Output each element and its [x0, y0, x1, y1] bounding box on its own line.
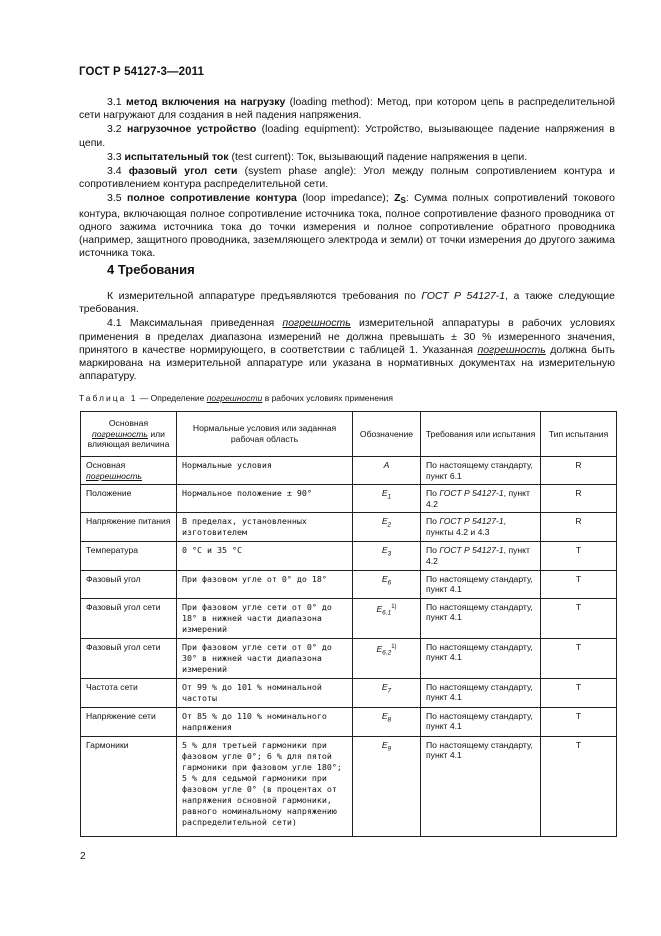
cell-test-type: R: [541, 457, 617, 485]
cell-requirements: [421, 638, 541, 678]
symbol-sub: 1: [387, 493, 392, 501]
quantity-text: Фазовый угол: [86, 573, 141, 584]
symbol: $E_9$: [381, 739, 392, 753]
symbol: $E_3$: [381, 545, 392, 559]
table-header-row: [81, 412, 617, 457]
table-row: [81, 736, 617, 836]
cell-conditions: От 99 % до 101 % номинальной частоты: [177, 678, 353, 707]
cell-test-type: R: [541, 513, 617, 542]
symbol: A: [383, 460, 390, 470]
quantity-text: Напряжение питания: [86, 516, 171, 527]
definition-symbol-sub: S: [400, 196, 406, 206]
requirement-ref: ГОСТ Р 54127-1: [439, 488, 504, 499]
cell-test-type: R: [541, 485, 617, 513]
definition-text: (test current): Ток, вызывающий падение напряжения в цепи.: [228, 150, 528, 163]
requirements-block: [79, 290, 615, 384]
cell-conditions: От 85 % до 110 % номинального напряжения: [177, 707, 353, 736]
requirement-prefix: По: [426, 516, 440, 527]
page-number: 2: [80, 851, 86, 862]
symbol-sub: 2: [387, 522, 392, 530]
cell-test-type: T: [541, 542, 617, 570]
cell-requirements: [421, 598, 541, 638]
cell-requirements: [421, 570, 541, 598]
definition-item: [79, 192, 615, 260]
quantity-text: Напряжение сети: [86, 710, 156, 721]
symbol-sub: 3: [387, 551, 392, 559]
requirement-sep: ,: [503, 545, 509, 556]
definition-number: 3.1: [107, 96, 126, 108]
cell-symbol: [353, 513, 421, 542]
cell-requirements: [421, 513, 541, 542]
definition-text: (system phase angle): Угол между полным сопротивлением контура и сопротивлением контура распределительной сети.: [79, 165, 615, 191]
definitions-block: [79, 96, 615, 261]
quantity-text: Положение: [86, 488, 132, 499]
cell-test-type: T: [541, 736, 617, 836]
cell-symbol: [353, 707, 421, 736]
quantity-text: Фазовый угол сети: [86, 601, 161, 612]
table-row: [81, 513, 617, 542]
header-quantity: Основная погрешность или влияющая величина: [81, 412, 177, 457]
requirement-text: пункт 4.2: [426, 488, 530, 509]
requirement-text: По настоящему стандарту, пункт 4.1: [426, 573, 533, 595]
cell-symbol: [353, 638, 421, 678]
table-row: [81, 638, 617, 678]
table-row: [81, 707, 617, 736]
symbol-sub: 6: [387, 579, 392, 587]
cell-conditions: 5 % для третьей гармоники при фазовом угле 0°; 6 % для пятой гармоники при фазовом угле 180°; 5 % для седьмой гармоники при фазовом угле 0° (в процентах от напряжения основной гармоники, равного номинальному напряжению распределительной сети): [177, 736, 353, 836]
table-row: [81, 570, 617, 598]
definition-symbol: $Z_S$: [394, 192, 406, 206]
definition-item: [79, 151, 615, 164]
definition-number: 3.4: [107, 165, 129, 178]
quantity-term: погрешность: [86, 470, 142, 481]
cell-requirements: [421, 542, 541, 570]
symbol-footnote: 1): [391, 643, 397, 650]
requirement-text: По настоящему стандарту, пункт 4.1: [426, 739, 533, 761]
requirement-text: По настоящему стандарту, пункт 4.1: [426, 601, 533, 623]
header-conditions: Нормальные условия или заданная рабочая область: [177, 412, 353, 457]
symbol-sub: 8: [387, 716, 392, 724]
requirements-table: [80, 411, 617, 837]
requirement-ref: ГОСТ Р 54127-1: [439, 516, 504, 527]
symbol: $E_8$: [381, 710, 392, 724]
quantity-text: Гармоники: [86, 739, 129, 750]
cell-test-type: T: [541, 707, 617, 736]
symbol: $E_7$: [381, 681, 392, 695]
cell-quantity: [81, 638, 177, 678]
cell-conditions: Нормальное положение ± 90°: [177, 485, 353, 513]
section-title: 4 Требования: [107, 262, 195, 277]
cell-symbol: [353, 457, 421, 485]
definition-text: (loop impedance);: [296, 192, 395, 205]
cell-quantity: [81, 542, 177, 570]
cell-test-type: T: [541, 570, 617, 598]
cell-requirements: [421, 736, 541, 836]
definition-text: (loading method): Метод, при котором цепь в распределительной сети нагружают для создания в ней падения напряжения.: [79, 96, 616, 122]
definition-item: [79, 123, 615, 149]
table-row: [81, 598, 617, 638]
cell-requirements: [421, 457, 541, 485]
table-row: [81, 542, 617, 570]
requirement-text: По настоящему стандарту, пункт 6.1: [426, 460, 533, 481]
definition-number: 3.5: [107, 192, 127, 205]
cell-symbol: [353, 485, 421, 513]
requirement-text: По настоящему стандарту, пункт 4.1: [426, 710, 533, 732]
table-row: [81, 485, 617, 513]
requirement-sep: ,: [503, 488, 509, 499]
table-caption: Таблица 1 — Определение погрешности в рабочих условиях применения: [79, 393, 393, 403]
cell-quantity: [81, 598, 177, 638]
requirement-prefix: По: [426, 488, 440, 499]
definition-text: : Сумма полных сопротивлений токового контура, включающая полное сопротивление источника тока, полное сопротивление фазного проводника от одного зажима источника тока до точки измерения и полное сопротивление обратного проводника (например, защитного проводника, заземляющего электрода и земли) от точки измерения до другого зажима источника тока.: [79, 192, 615, 260]
cell-quantity: [81, 570, 177, 598]
cell-symbol: [353, 542, 421, 570]
symbol-sub: 6.2: [382, 649, 392, 657]
definition-text: (loading equipment): Устройство, вызывающее падение напряжения в цепи.: [79, 123, 615, 149]
cell-test-type: T: [541, 638, 617, 678]
requirements-paragraph-1: К измерительной аппаратуре предъявляются требования по ГОСТ Р 54127-1, а также следующие требования.: [79, 290, 615, 316]
cell-symbol: [353, 736, 421, 836]
quantity-text: Температура: [86, 545, 139, 556]
cell-test-type: T: [541, 598, 617, 638]
cell-symbol: [353, 598, 421, 638]
cell-quantity: [81, 485, 177, 513]
requirement-text: пункты 4.2 и 4.3: [426, 526, 490, 537]
cell-conditions: При фазовом угле от 0° до 18°: [177, 570, 353, 598]
requirement-text: По настоящему стандарту, пункт 4.1: [426, 641, 533, 663]
header-symbol: Обозначение: [353, 412, 421, 457]
quantity-text: Фазовый угол сети: [86, 641, 161, 652]
requirement-prefix: По: [426, 545, 440, 556]
symbol: $E_2$: [381, 516, 392, 530]
definition-number: 3.3: [107, 150, 125, 163]
requirement-sep: ,: [503, 516, 507, 527]
cell-conditions: При фазовом угле сети от 0° до 18° в нижней части диапазона измерений: [177, 598, 353, 638]
symbol: $E_{6.2}^{1)}$: [376, 643, 397, 657]
symbol-footnote: 1): [391, 603, 397, 610]
definition-term: метод включения на нагрузку: [125, 96, 286, 108]
header-test-type: Тип испытания: [541, 412, 617, 457]
cell-conditions: Нормальные условия: [177, 457, 353, 485]
document-header: ГОСТ Р 54127-3—2011: [79, 66, 204, 78]
cell-requirements: [421, 707, 541, 736]
symbol-sub: 9: [387, 745, 392, 753]
requirements-paragraph-2: 4.1 Максимальная приведенная погрешность измерительной аппаратуры в рабочих условиях применения в пределах диапазона измерений не должна превышать ± 30 % измеренного значения, принятого в качестве нормирующего, в соответствии с таблицей 1. Указанная погрешность должна быть маркирована на измерительной аппаратуре или указана в нормативных документах на измерительную аппаратуру.: [79, 317, 616, 383]
symbol-sub: 6.1: [382, 609, 392, 617]
symbol: $E_6$: [381, 573, 392, 587]
cell-quantity: [81, 736, 177, 836]
cell-symbol: [353, 570, 421, 598]
cell-requirements: [421, 485, 541, 513]
symbol: $E_1$: [381, 488, 392, 501]
definition-number: 3.2: [107, 123, 127, 136]
quantity-text: Основная: [86, 460, 126, 470]
cell-conditions: 0 °C и 35 °C: [177, 542, 353, 570]
cell-conditions: При фазовом угле сети от 0° до 30° в нижней части диапазона измерений: [177, 638, 353, 678]
definition-item: [79, 165, 615, 191]
table-row: [81, 457, 617, 485]
definition-item: [79, 96, 615, 122]
symbol: $E_{6.1}^{1)}$: [376, 603, 397, 617]
cell-symbol: [353, 678, 421, 707]
definition-term: полное сопротивление контура: [126, 192, 297, 205]
cell-conditions: В пределах, установленных изготовителем: [177, 513, 353, 542]
requirement-text: пункт 4.2: [426, 545, 530, 566]
header-requirements: Требования или испытания: [421, 412, 541, 457]
cell-quantity: [81, 678, 177, 707]
cell-quantity: [81, 513, 177, 542]
cell-quantity: [81, 457, 177, 485]
requirement-text: По настоящему стандарту, пункт 4.1: [426, 681, 533, 703]
cell-quantity: [81, 707, 177, 736]
table-row: [81, 678, 617, 707]
symbol-sub: 7: [387, 687, 392, 695]
definition-term: испытательный ток: [124, 150, 229, 163]
requirement-ref: ГОСТ Р 54127-1: [439, 545, 504, 556]
definition-term: нагрузочное устройство: [126, 123, 257, 136]
cell-test-type: T: [541, 678, 617, 707]
definition-term: фазовый угол сети: [128, 165, 238, 178]
cell-requirements: [421, 678, 541, 707]
quantity-text: Частота сети: [86, 681, 138, 692]
